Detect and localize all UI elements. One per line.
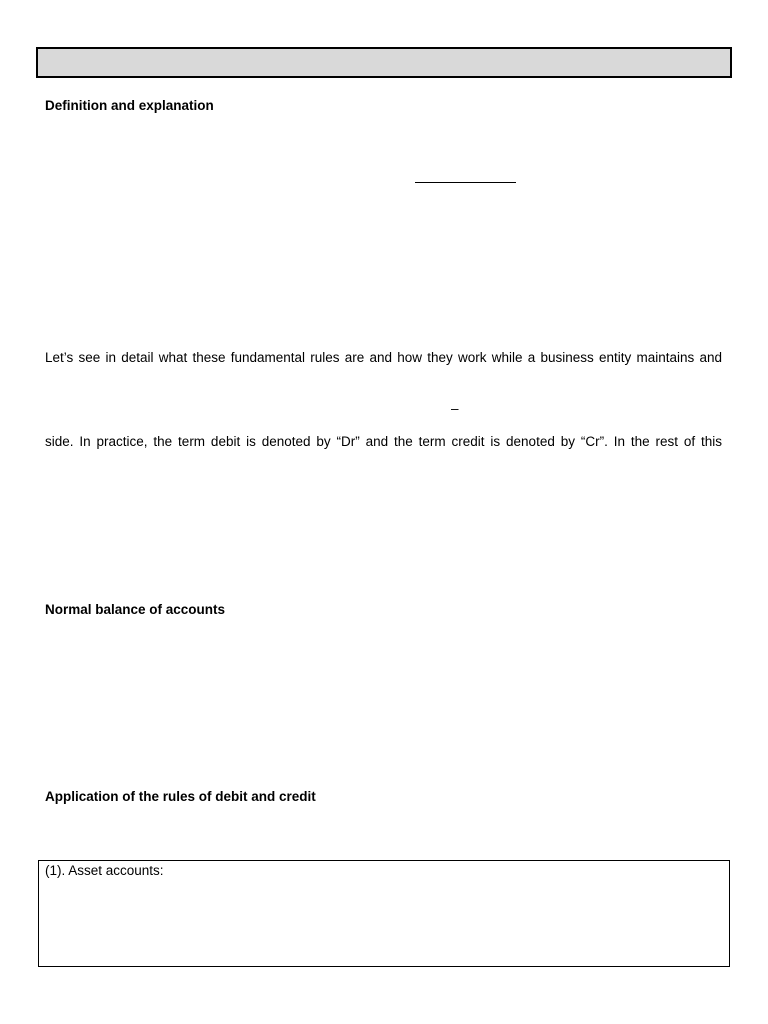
dash-mark: – [451,401,459,416]
asset-accounts-label: (1). Asset accounts: [45,863,164,878]
heading-application-of-rules: Application of the rules of debit and credit [45,789,316,804]
fill-in-blank-underline [415,182,516,183]
body-text-line: Let’s see in detail what these fundamental rules are and how they work while a business entity maintains and [45,350,722,365]
document-title-bar [36,47,732,78]
body-text-line: side. In practice, the term debit is denoted by “Dr” and the term credit is denoted by “Cr”. In the rest of this [45,434,722,449]
asset-accounts-box [38,860,730,967]
heading-definition-and-explanation: Definition and explanation [45,98,214,113]
heading-normal-balance-of-accounts: Normal balance of accounts [45,602,226,617]
